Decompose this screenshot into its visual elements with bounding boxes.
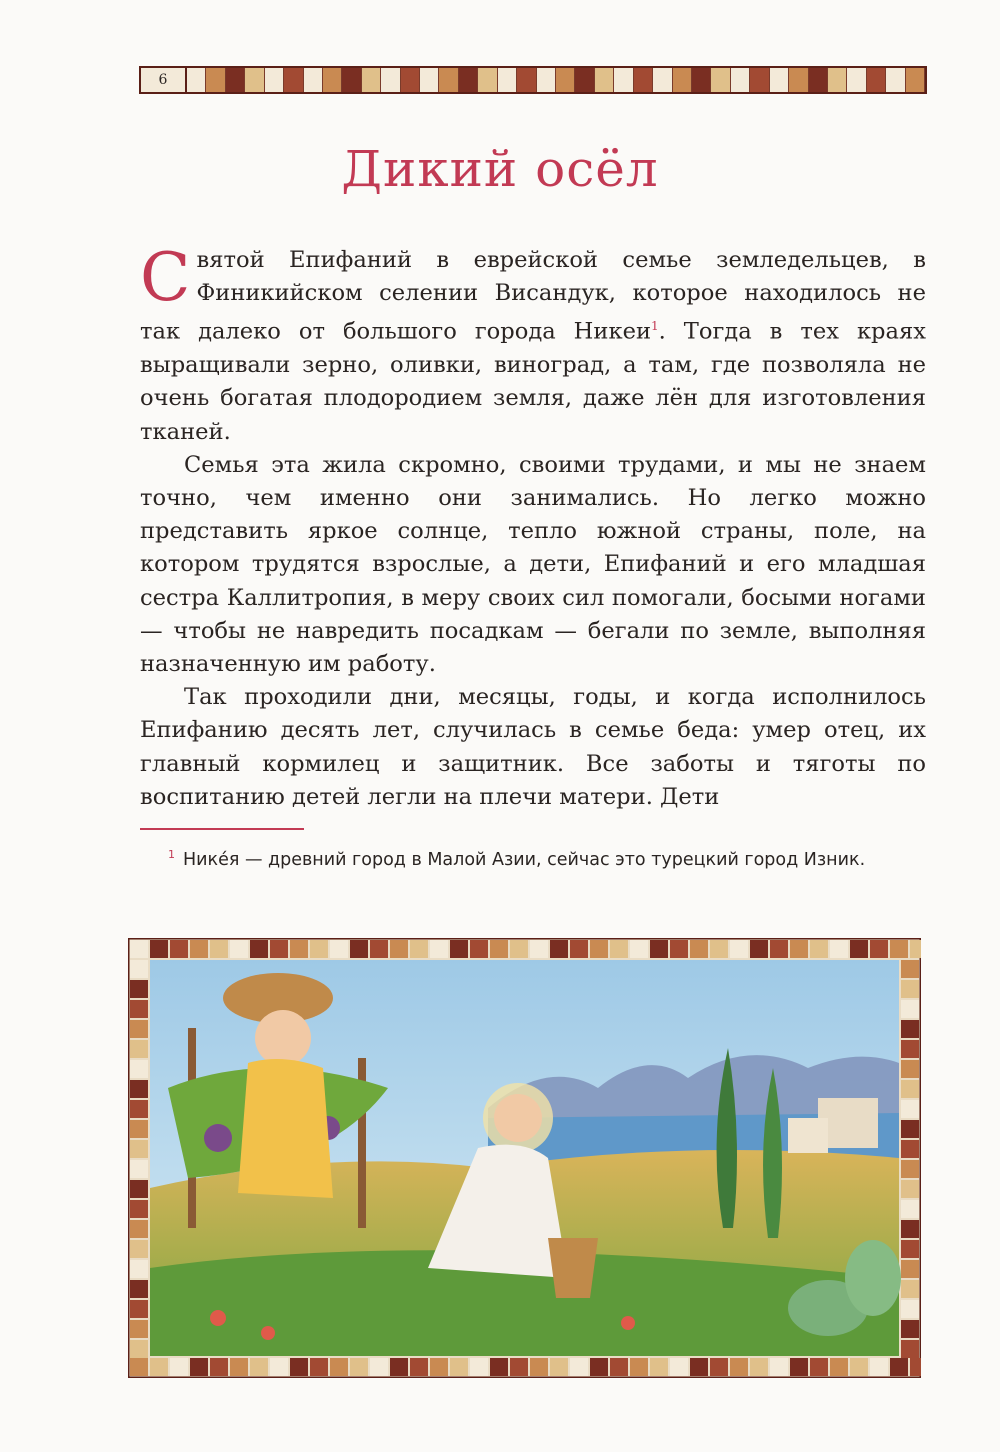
frame-tile — [150, 940, 168, 958]
frame-tile — [130, 1140, 148, 1158]
mosaic-tile — [265, 68, 284, 92]
frame-tile — [490, 940, 508, 958]
frame-tile — [330, 940, 348, 958]
frame-tile — [130, 1280, 148, 1298]
frame-tile — [410, 940, 428, 958]
frame-tile — [810, 1358, 828, 1376]
frame-tile — [901, 1020, 919, 1038]
mosaic-tile — [245, 68, 264, 92]
frame-tile — [250, 1358, 268, 1376]
frame-tile — [130, 1180, 148, 1198]
frame-tile — [430, 1358, 448, 1376]
frame-tile — [570, 1358, 588, 1376]
mosaic-tile — [692, 68, 711, 92]
frame-tile — [901, 1160, 919, 1178]
mosaic-tile — [498, 68, 517, 92]
frame-tile — [390, 1358, 408, 1376]
frame-tile — [130, 1020, 148, 1038]
mosaic-tile — [770, 68, 789, 92]
mosaic-tile — [206, 68, 225, 92]
frame-tile — [670, 1358, 688, 1376]
mosaic-tile — [226, 68, 245, 92]
frame-tile — [230, 1358, 248, 1376]
mosaic-tile — [906, 68, 925, 92]
footnote-text: Нике́я — древний город в Малой Азии, сейчас это турецкий город Изник. — [183, 849, 866, 870]
frame-tile — [901, 1120, 919, 1138]
frame-tile — [610, 940, 628, 958]
frame-tile — [890, 940, 908, 958]
frame-tile — [170, 940, 188, 958]
frame-tile — [770, 1358, 788, 1376]
frame-tile — [910, 940, 921, 958]
mosaic-tile — [439, 68, 458, 92]
frame-tile — [710, 940, 728, 958]
frame-tile — [350, 1358, 368, 1376]
frame-tile — [750, 940, 768, 958]
mosaic-tile — [284, 68, 303, 92]
frame-tile — [290, 1358, 308, 1376]
mosaic-tile — [420, 68, 439, 92]
mosaic-tile — [828, 68, 847, 92]
mosaic-tile — [711, 68, 730, 92]
frame-tile — [901, 1260, 919, 1278]
frame-tile — [590, 1358, 608, 1376]
frame-tile — [901, 1300, 919, 1318]
frame-tile — [390, 940, 408, 958]
frame-tile — [770, 940, 788, 958]
mosaic-tile — [556, 68, 575, 92]
frame-tile — [710, 1358, 728, 1376]
mosaic-border — [187, 68, 925, 92]
frame-tile — [130, 1200, 148, 1218]
frame-tile — [130, 1240, 148, 1258]
frame-tile — [850, 1358, 868, 1376]
frame-tile — [190, 1358, 208, 1376]
frame-tile — [270, 940, 288, 958]
frame-tile — [901, 980, 919, 998]
frame-tile — [130, 1040, 148, 1058]
frame-tile — [250, 940, 268, 958]
frame-tile — [210, 1358, 228, 1376]
mosaic-tile — [575, 68, 594, 92]
footnote-reference[interactable]: 1 — [651, 319, 659, 334]
frame-tile — [901, 1200, 919, 1218]
frame-tile — [130, 1300, 148, 1318]
scene — [150, 960, 901, 1356]
frame-tile — [730, 1358, 748, 1376]
page-header-strip — [139, 66, 927, 94]
frame-tile — [130, 1080, 148, 1098]
mosaic-tile — [673, 68, 692, 92]
frame-tile — [901, 1220, 919, 1238]
illustration-vineyard-children — [128, 938, 921, 1378]
frame-tile — [130, 1100, 148, 1118]
mosaic-tile — [362, 68, 381, 92]
mosaic-tile — [634, 68, 653, 92]
mosaic-tile — [537, 68, 556, 92]
mosaic-tile — [459, 68, 478, 92]
frame-tile — [901, 1040, 919, 1058]
frame-tile — [590, 940, 608, 958]
frame-tile — [901, 1180, 919, 1198]
frame-tile — [130, 1160, 148, 1178]
mosaic-tile — [187, 68, 206, 92]
frame-tile — [670, 940, 688, 958]
frame-tile — [901, 1340, 919, 1358]
frame-tile — [690, 940, 708, 958]
frame-tile — [330, 1358, 348, 1376]
footnote-mark: 1 — [168, 848, 175, 861]
frame-tile — [350, 940, 368, 958]
frame-tile — [790, 940, 808, 958]
frame-tile — [130, 1060, 148, 1078]
frame-tile — [130, 980, 148, 998]
frame-tile — [850, 940, 868, 958]
mosaic-tile — [653, 68, 672, 92]
frame-tile — [130, 1120, 148, 1138]
frame-tile — [470, 940, 488, 958]
chapter-title: Дикий осёл — [341, 140, 659, 198]
mosaic-tile — [809, 68, 828, 92]
frame-tile — [901, 1080, 919, 1098]
frame-tile — [130, 1000, 148, 1018]
frame-tile — [470, 1358, 488, 1376]
frame-tile — [130, 1320, 148, 1338]
mosaic-tile — [867, 68, 886, 92]
frame-tile — [830, 940, 848, 958]
frame-tile — [901, 1060, 919, 1078]
mosaic-tile — [886, 68, 905, 92]
frame-tile — [901, 1100, 919, 1118]
frame-tile — [901, 1280, 919, 1298]
footnote — [168, 848, 928, 870]
frame-tile — [310, 1358, 328, 1376]
frame-tile — [510, 1358, 528, 1376]
mosaic-tile — [304, 68, 323, 92]
chapter-body — [140, 239, 926, 814]
frame-tile — [490, 1358, 508, 1376]
frame-tile — [530, 1358, 548, 1376]
frame-tile — [130, 1220, 148, 1238]
frame-tile — [230, 940, 248, 958]
mosaic-tile — [789, 68, 808, 92]
frame-tile — [170, 1358, 188, 1376]
frame-tile — [210, 940, 228, 958]
frame-tile — [270, 1358, 288, 1376]
frame-tile — [130, 1340, 148, 1358]
frame-tile — [650, 940, 668, 958]
frame-tile — [901, 1140, 919, 1158]
mosaic-tile — [731, 68, 750, 92]
frame-tile — [130, 940, 148, 958]
frame-tile — [901, 1240, 919, 1258]
frame-tile — [450, 940, 468, 958]
mosaic-tile — [323, 68, 342, 92]
frame-tile — [870, 940, 888, 958]
frame-tile — [610, 1358, 628, 1376]
frame-tile — [901, 960, 919, 978]
frame-tile — [310, 940, 328, 958]
frame-tile — [630, 940, 648, 958]
drop-cap: С — [140, 239, 191, 316]
mosaic-tile — [342, 68, 361, 92]
frame-tile — [410, 1358, 428, 1376]
mosaic-tile — [595, 68, 614, 92]
paragraph-1 — [140, 239, 926, 449]
mosaic-tile — [847, 68, 866, 92]
frame-tile — [130, 1358, 148, 1376]
frame-tile — [901, 1000, 919, 1018]
frame-tile — [570, 940, 588, 958]
frame-tile — [810, 940, 828, 958]
frame-tile — [901, 1320, 919, 1338]
frame-tile — [790, 1358, 808, 1376]
frame-tile — [830, 1358, 848, 1376]
footnote-divider — [140, 828, 304, 830]
mosaic-tile — [478, 68, 497, 92]
frame-tile — [550, 1358, 568, 1376]
frame-tile — [370, 1358, 388, 1376]
frame-tile — [730, 940, 748, 958]
frame-tile — [870, 1358, 888, 1376]
frame-tile — [510, 940, 528, 958]
frame-tile — [130, 1260, 148, 1278]
frame-tile — [130, 960, 148, 978]
frame-tile — [890, 1358, 908, 1376]
frame-tile — [530, 940, 548, 958]
frame-tile — [290, 940, 308, 958]
mosaic-tile — [381, 68, 400, 92]
frame-tile — [450, 1358, 468, 1376]
frame-tile — [190, 940, 208, 958]
mosaic-tile — [750, 68, 769, 92]
frame-tile — [750, 1358, 768, 1376]
page-number: 6 — [141, 68, 187, 92]
frame-tile — [370, 940, 388, 958]
frame-tile — [630, 1358, 648, 1376]
frame-tile — [910, 1358, 921, 1376]
frame-tile — [650, 1358, 668, 1376]
paragraph-1-tail: . Тогда в тех краях выращивали зерно, оливки, виноград, а там, где позволяла не очень богатая плодородием земля, даже лён для изготовления тканей. — [140, 318, 926, 445]
mosaic-tile — [614, 68, 633, 92]
frame-tile — [550, 940, 568, 958]
paragraph-1-text: вятой Епифаний в еврейской семье земледельцев, в Финикийском селении Висандук, которое находилось не так далеко от большого города Никеи — [140, 247, 926, 345]
frame-tile — [430, 940, 448, 958]
mosaic-tile — [401, 68, 420, 92]
paragraph-3: Так проходили дни, месяцы, годы, и когда исполнилось Епифанию десять лет, случилась в семье беда: умер отец, их главный кормилец и защитник. Все заботы и тяготы по воспитанию детей легли на плечи матери. Дети — [140, 684, 926, 810]
frame-tile — [690, 1358, 708, 1376]
frame-tile — [150, 1358, 168, 1376]
paragraph-2: Семья эта жила скромно, своими трудами, и мы не знаем точно, чем именно они занимались. Но легко можно представить яркое солнце, тепло южной страны, поле, на котором трудятся взрослые, а дети, Епифаний и его младшая сестра Каллитропия, в меру своих сил помогали, босыми ногами — чтобы не навредить посадкам — бегали по земле, выполняя назначенную им работу. — [140, 451, 926, 677]
mosaic-tile — [517, 68, 536, 92]
